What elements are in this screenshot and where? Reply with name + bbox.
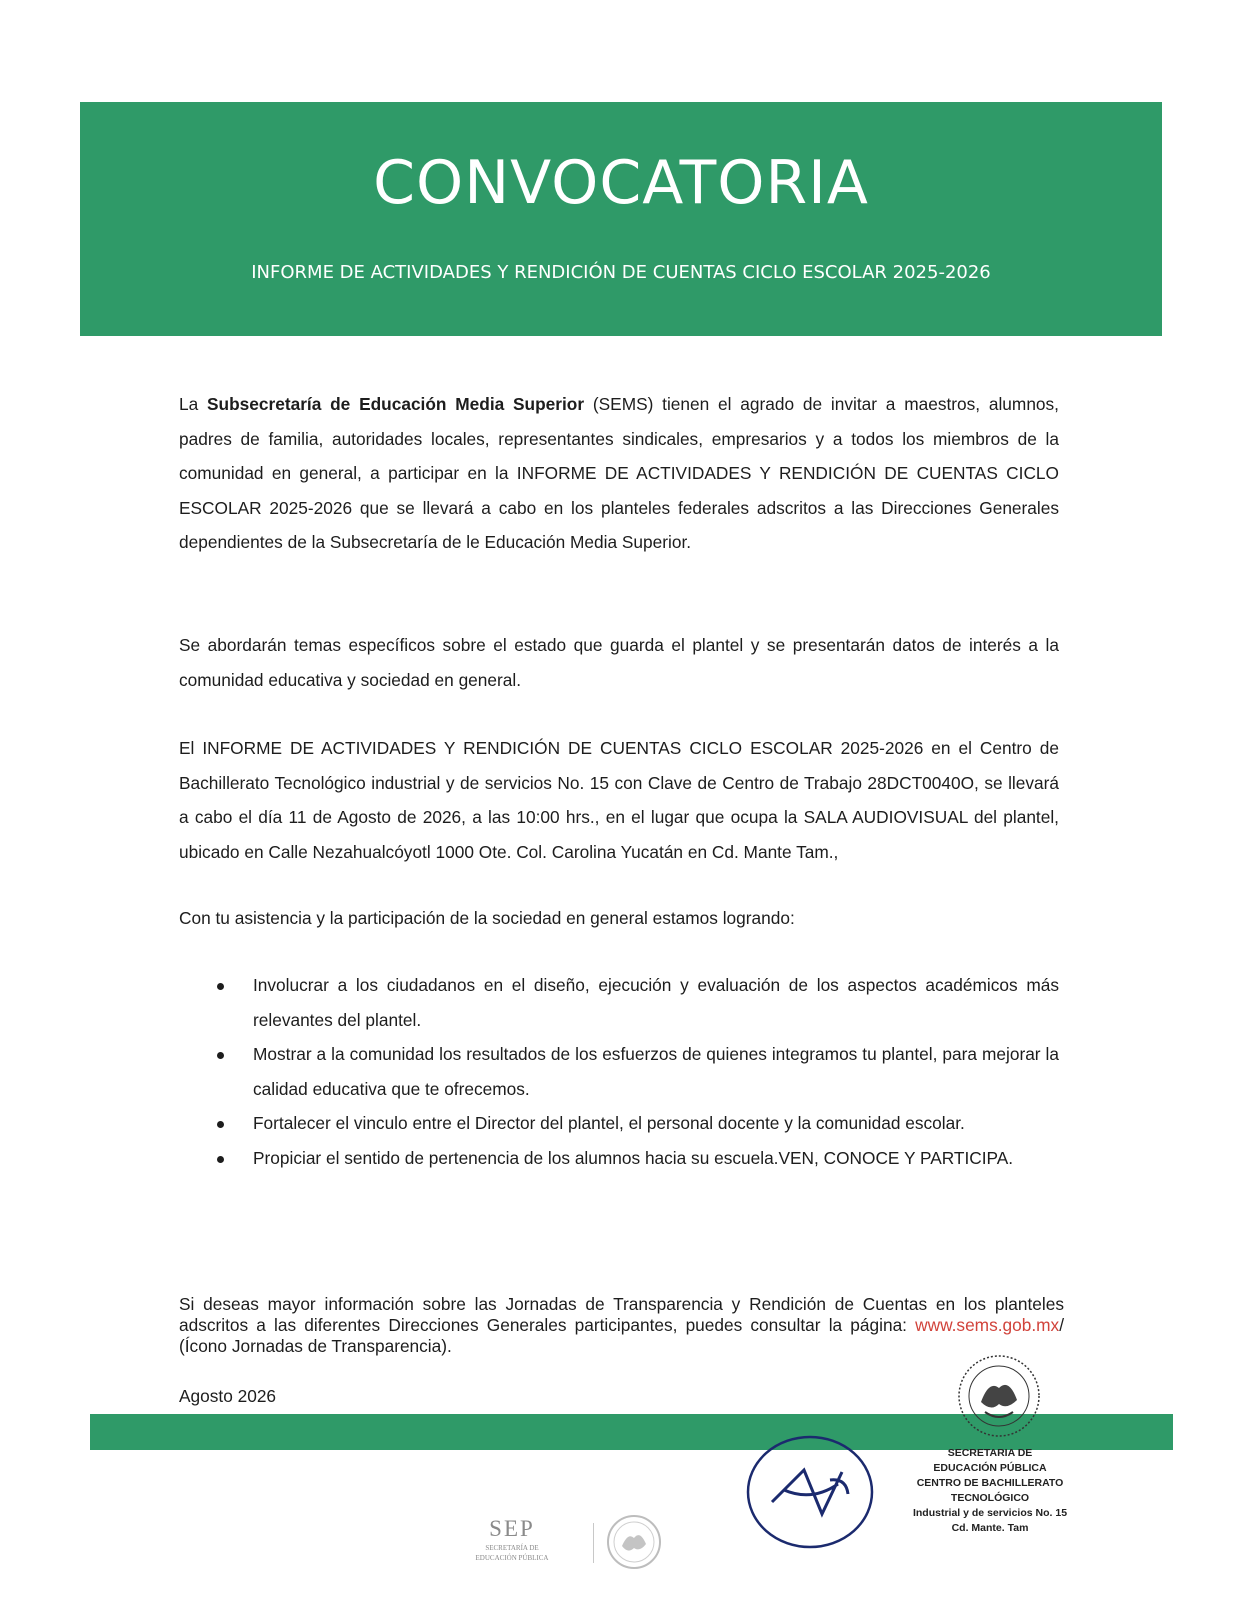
- sems-link[interactable]: www.sems.gob.mx: [915, 1315, 1060, 1335]
- list-item-text: Propiciar el sentido de pertenencia de los alumnos hacia su escuela.VEN, CONOCE Y PARTICIPA.: [253, 1147, 1014, 1168]
- event-text: El INFORME DE ACTIVIDADES Y RENDICIÓN DE CUENTAS CICLO ESCOLAR 2025-2026 en el Centro de Bachillerato Tecnológico industrial y de servicios No. 15 con Clave de Centro de Trabajo 28DCT0040O, se llevará a cabo el día 11 de Agosto de 2026, a las 10:00 hrs., en el lugar que ocupa la SALA AUDIOVISUAL del plantel, ubicado en Calle Nezahualcóyotl 1000 Ote. Col. Carolina Yucatán en Cd. Mante Tam.,: [179, 738, 1059, 862]
- bullets-intro-text: Con tu asistencia y la participación de la sociedad en general estamos logrando:: [179, 908, 795, 928]
- stamp-line: CENTRO DE BACHILLERATO: [916, 1477, 1064, 1489]
- document-date: Agosto 2026: [179, 1386, 277, 1406]
- organization-name: Subsecretaría de Educación Media Superior: [207, 394, 585, 414]
- achievements-list: [179, 968, 1059, 1175]
- sep-logo: [462, 1516, 562, 1562]
- intro-lead: La: [179, 394, 208, 414]
- intro-paragraph: [179, 387, 1059, 560]
- stamp-line: Cd. Mante. Tam: [951, 1522, 1029, 1534]
- list-item-text: Mostrar a la comunidad los resultados de los esfuerzos de quienes integramos tu plantel, para mejorar la calidad educativa que te ofrecemos.: [253, 1044, 1059, 1099]
- list-item: [179, 1037, 1059, 1106]
- list-item: [179, 1106, 1059, 1141]
- bullets-intro: [179, 901, 1059, 936]
- more-info-suffix: / (Ícono Jornadas de Transparencia).: [179, 1315, 1064, 1356]
- list-item-text: Fortalecer el vinculo entre el Director del plantel, el personal docente y la comunidad escolar.: [253, 1113, 965, 1133]
- list-item-text: Involucrar a los ciudadanos en el diseño, ejecución y evaluación de los aspectos académicos más relevantes del plantel.: [253, 975, 1059, 1030]
- event-paragraph: [179, 731, 1059, 869]
- bullet-icon: [217, 1121, 224, 1128]
- bullet-icon: [217, 983, 224, 990]
- document-title: CONVOCATORIA: [373, 148, 869, 218]
- list-item: [179, 1141, 1059, 1176]
- header-banner: [80, 102, 1162, 336]
- topics-paragraph: [179, 628, 1059, 697]
- sep-logo-subtitle: SECRETARÍA DE: [485, 1544, 539, 1552]
- logo-divider: [593, 1523, 594, 1563]
- sep-logo-letters: SEP: [489, 1516, 535, 1541]
- document-subtitle: INFORME DE ACTIVIDADES Y RENDICIÓN DE CUENTAS CICLO ESCOLAR 2025-2026: [251, 262, 991, 283]
- intro-text: (SEMS) tienen el agrado de invitar a maestros, alumnos, padres de familia, autoridades locales, representantes sindicales, empresarios y a todos los miembros de la comunidad en general, a participar en la INFORME DE ACTIVIDADES Y RENDICIÓN DE CUENTAS CICLO ESCOLAR 2025-2026 que se llevará a cabo en los planteles federales adscritos a las Direcciones Generales dependientes de la Subsecretaría de le Educación Media Superior.: [179, 394, 1059, 552]
- topics-text: Se abordarán temas específicos sobre el estado que guarda el plantel y se presentarán datos de interés a la comunidad educativa y sociedad en general.: [179, 635, 1059, 690]
- sep-logo-subtitle: EDUCACIÓN PÚBLICA: [475, 1554, 549, 1562]
- stamp-line: EDUCACIÓN PÚBLICA: [933, 1462, 1047, 1474]
- list-item: [179, 968, 1059, 1037]
- national-emblem-icon: [604, 1512, 664, 1572]
- stamp-line: Industrial y de servicios No. 15: [912, 1507, 1068, 1519]
- stamp-line: TECNOLÓGICO: [950, 1492, 1030, 1504]
- official-stamp: [905, 1446, 1075, 1536]
- bullet-icon: [217, 1156, 224, 1163]
- more-info-paragraph: [179, 1294, 1064, 1357]
- more-info-text: Si deseas mayor información sobre las Jornadas de Transparencia y Rendición de Cuentas en los planteles adscritos a las diferentes Direcciones Generales participantes, puedes consultar la página:: [179, 1294, 1064, 1335]
- stamp-line: SECRETARIA DE: [947, 1447, 1033, 1459]
- official-seal-icon: [955, 1352, 1043, 1440]
- bullet-icon: [217, 1052, 224, 1059]
- signature-icon: [742, 1432, 882, 1552]
